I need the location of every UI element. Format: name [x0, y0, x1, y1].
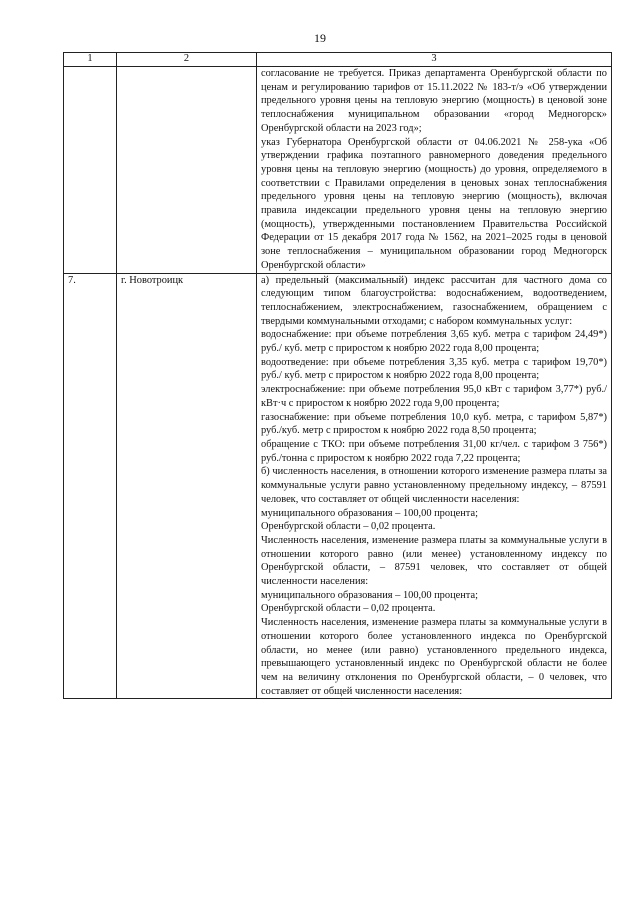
document-table — [63, 52, 612, 699]
paragraph: водоотведение: при объеме потребления 3,35 куб. метра с тарифом 19,70*) руб./ куб. метр с приростом к ноябрю 2022 года 8,00 процента; — [261, 356, 607, 382]
paragraph: обращение с ТКО: при объеме потребления 31,00 кг/чел. с тарифом 3 756*) руб./тонна с приростом к ноябрю 2022 года 7,22 процента; — [261, 438, 607, 464]
paragraph: электроснабжение: при объеме потребления 95,0 кВт с тарифом 3,77*) руб./кВт·ч с приростом к ноябрю 2022 года 9,00 процента; — [261, 384, 607, 409]
row-text — [257, 273, 612, 699]
paragraph: муниципального образования – 100,00 процента; — [261, 507, 478, 519]
table-row-7 — [64, 273, 612, 699]
municipality-name: г. Новотроицк — [117, 273, 257, 699]
paragraph: Оренбургской области – 0,02 процента. — [261, 603, 436, 615]
paragraph: б) численность населения, в отношении которого изменение размера платы за коммунальные услуги равно установленному предельному индексу, – 87591 человек, что составляет от общей численности населения: — [261, 466, 607, 505]
paragraph: водоснабжение: при объеме потребления 3,65 куб. метра с тарифом 24,49*) руб./ куб. метр с приростом к ноябрю 2022 года 8,00 процента; — [261, 329, 607, 355]
paragraph: газоснабжение: при объеме потребления 10,0 куб. метра, с тарифом 5,87*) руб./куб. метр с приростом к ноябрю 2022 года 8,50 процента; — [261, 411, 607, 437]
header-col-3: 3 — [257, 53, 612, 67]
row-number — [64, 67, 117, 274]
row-text — [257, 67, 612, 274]
paragraph: Оренбургской области – 0,02 процента. — [261, 521, 436, 533]
table-row-continuation — [64, 67, 612, 274]
table-header-row — [64, 53, 612, 67]
page-number: 19 — [314, 31, 326, 45]
paragraph: Численность населения, изменение размера платы за коммунальные услуги в отношении которого равно (или менее) установленному индексу по Оренбургской области, – 87591 человек, что составляет от общей численности населения: — [261, 534, 607, 588]
paragraph: а) предельный (максимальный) индекс рассчитан для частного дома со следующим типом благоустройства: водоснабжением, водоотведением, теплоснабжением, электроснабжением, газоснабжением, обращением с твердыми коммунальными отходами; с набором коммунальных услуг: — [261, 274, 607, 327]
municipality-name — [117, 67, 257, 274]
paragraph: муниципального образования – 100,00 процента; — [261, 589, 478, 601]
paragraph: указ Губернатора Оренбургской области от 04.06.2021 № 258-ука «Об утверждении графика поэтапного равномерного доведения предельного уровня цены на тепловую энергию (мощность) до уровня, определяемого в соответствии с Правилами определения в ценовых зонах теплоснабжения предельного уровня цены на тепловую энергию (мощность), включая правила индексации предельного уровня цены на тепловую энергию (мощность), утвержденными постановлением Правительства Российской Федерации от 15 декабря 2017 года № 1562, на 2021–2025 годы в ценовой зоне теплоснабжения – муниципальном образовании город Медногорск Оренбургской области» — [261, 136, 607, 271]
header-col-2: 2 — [117, 53, 257, 67]
row-number: 7. — [64, 273, 117, 699]
header-col-1: 1 — [64, 53, 117, 67]
paragraph: Численность населения, изменение размера платы за коммунальные услуги в отношении которого более установленного индекса по Оренбургской области, но менее (или равно) установленного предельного индекса, превышающего установленный индекс по Оренбургской области не более чем на величину отклонения по Оренбургской области, – 0 человек, что составляет от общей численности населения: — [261, 617, 607, 697]
paragraph: согласование не требуется. Приказ департамента Оренбургской области по ценам и регулированию тарифов от 15.11.2022 № 183-т/э «Об утверждении предельного уровня цены на тепловую энергию (мощность) в ценовой зоне теплоснабжения муниципальном образовании «город Медногорск» Оренбургской области на 2023 год»; — [261, 68, 607, 134]
